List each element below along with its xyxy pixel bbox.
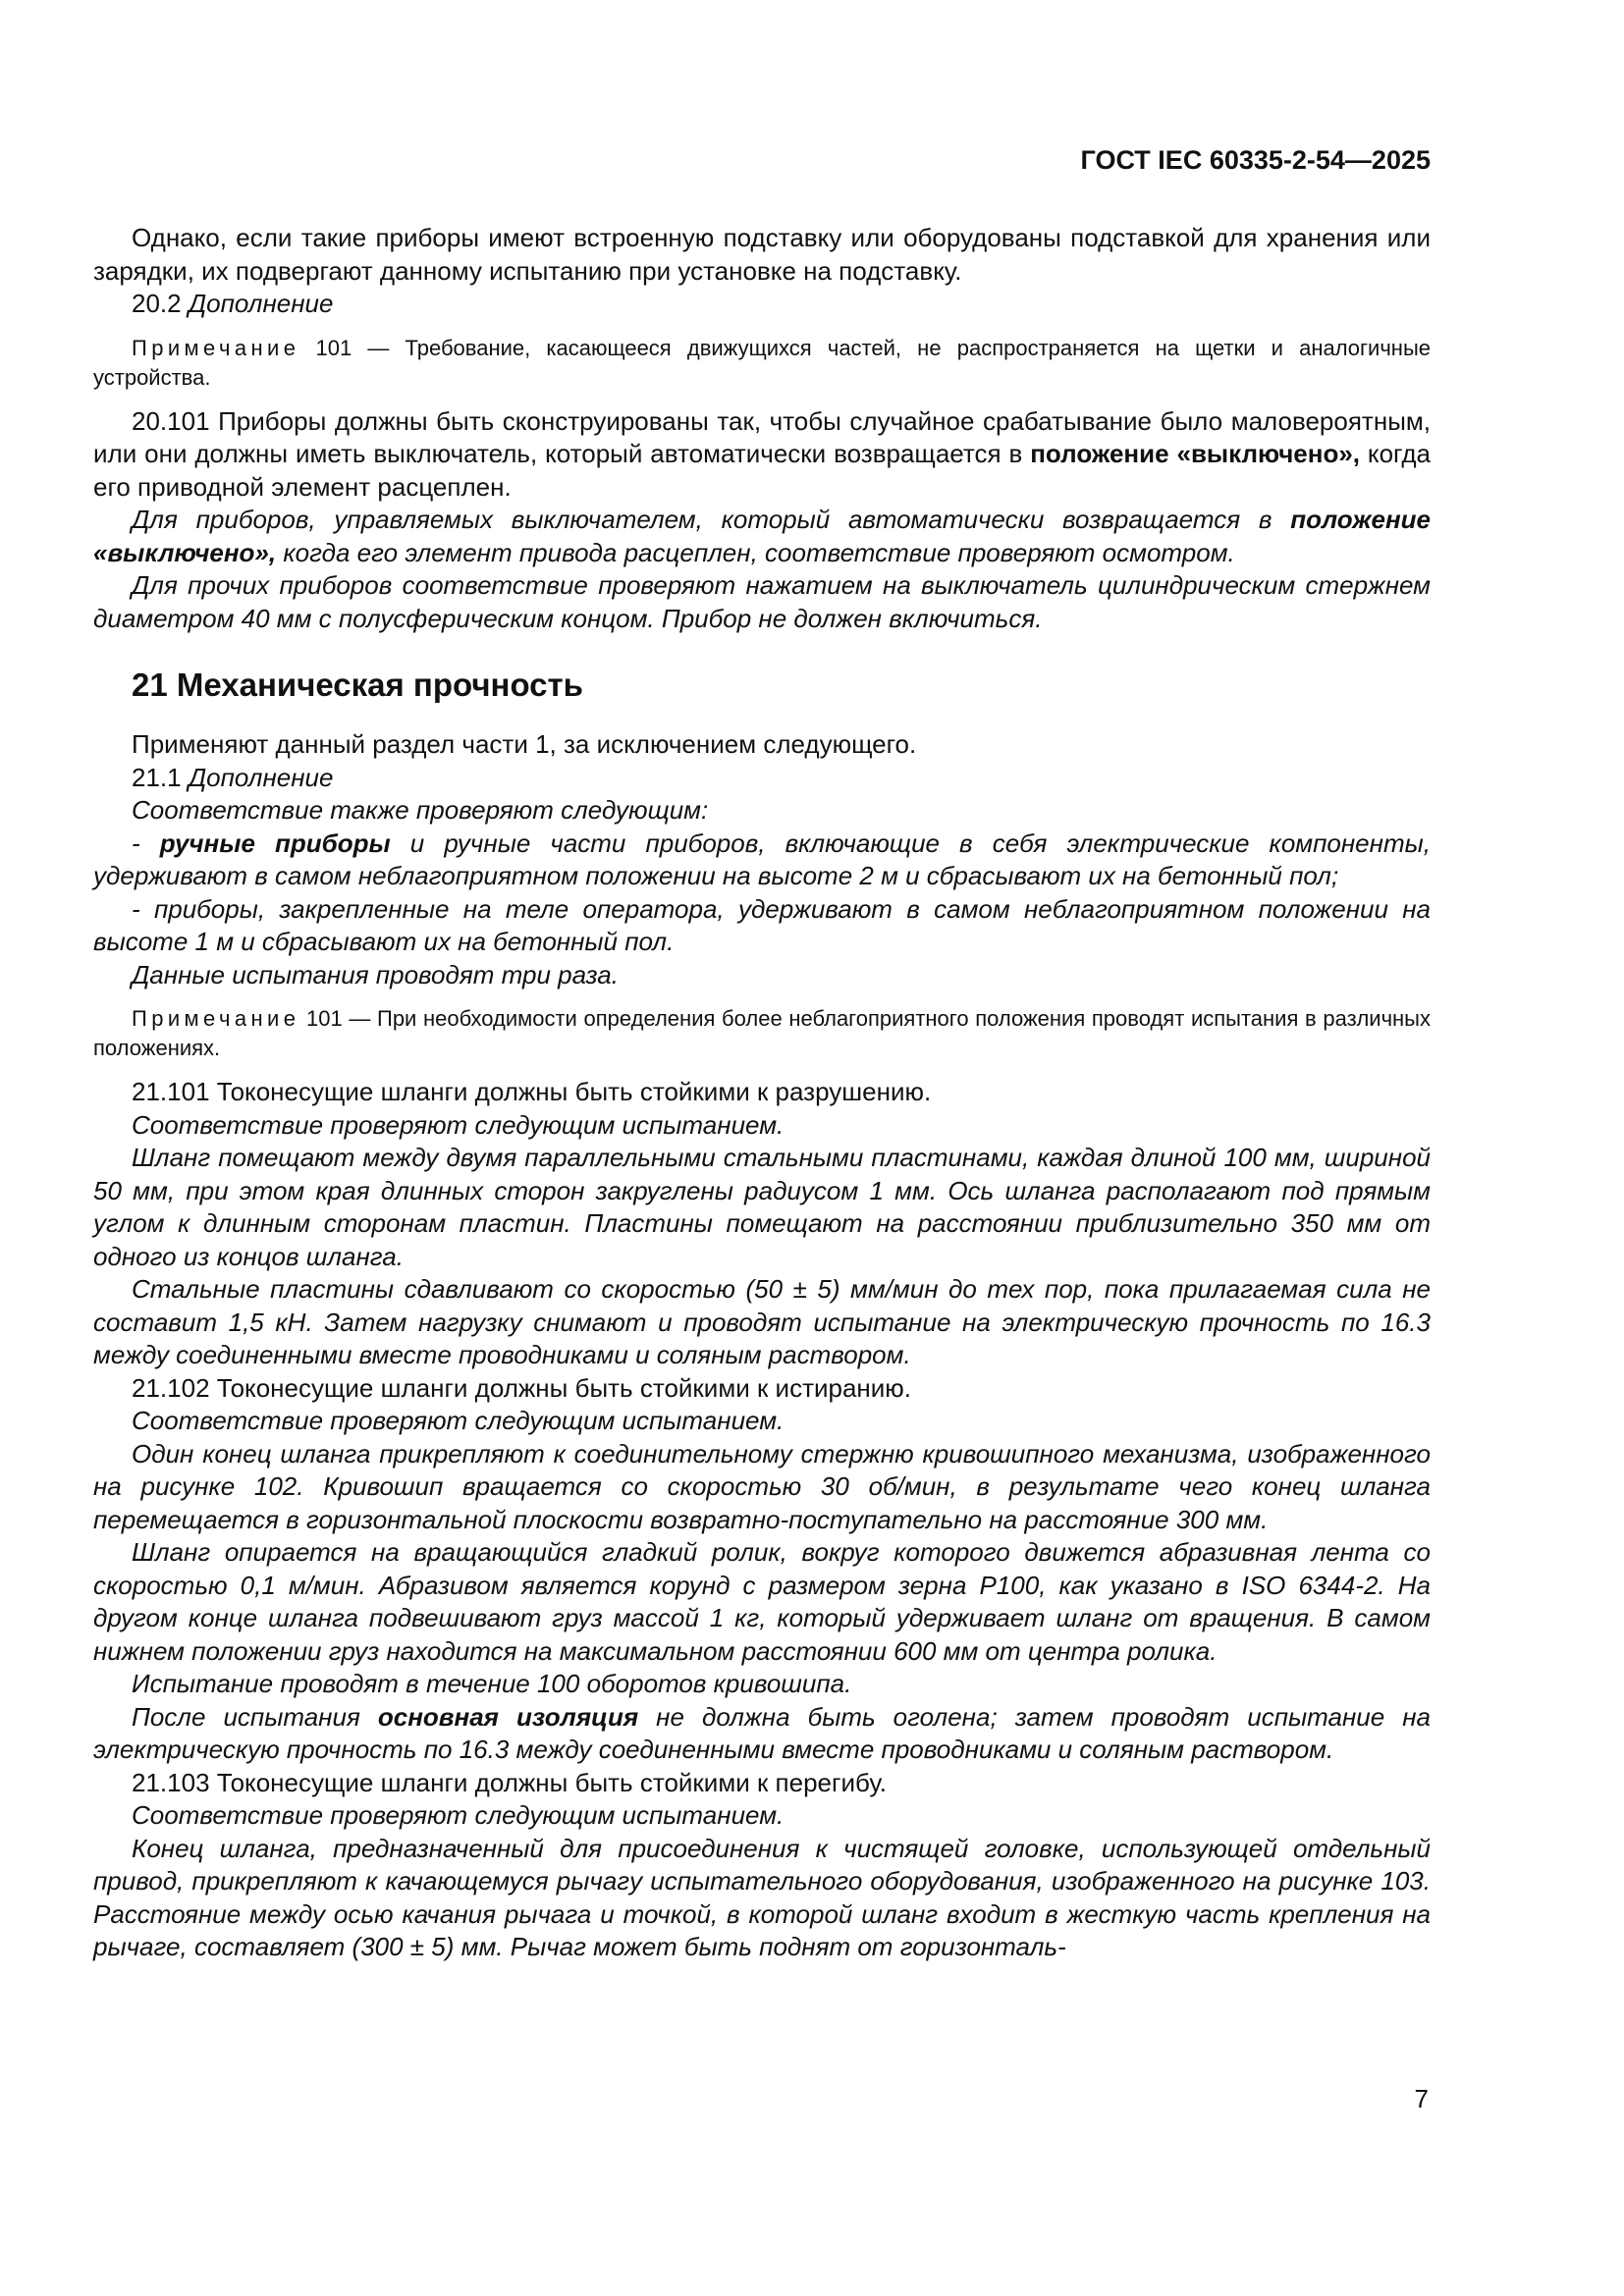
page-header <box>93 145 1431 175</box>
text-run: положение «выключено», <box>93 505 1431 567</box>
paragraph <box>93 1833 1431 1964</box>
paragraph <box>93 504 1431 569</box>
text-run: Конец шланга, предназначенный для присоединения к чистящей головке, использующей отдельный привод, прикрепляют к качающемуся рычагу испытательного оборудования, изображенного на рисунке 103. Расстояние между осью качания рычага и точкой, в которой шланг входит в жесткую часть крепления на рычаге, составляет (300 ± 5) мм. Рычаг может быть поднят от горизонталь- <box>93 1833 1431 1961</box>
paragraph <box>93 828 1431 893</box>
text-run: когда его приводной элемент расцеплен. <box>93 439 1431 502</box>
text-run: 21.1 <box>132 762 189 792</box>
text-run: - <box>132 828 160 858</box>
document-body <box>93 222 1431 1964</box>
text-run: Дополнение <box>188 289 334 318</box>
text-run: 21.103 Токонесущие шланги должны быть стойкими к перегибу. <box>132 1767 887 1797</box>
text-run: не должна быть оголена; затем проводят испытание на электрическую прочность по 16.3 между соединенными вместе проводниками и соляным раствором. <box>93 1701 1431 1764</box>
text-run: Соответствие проверяют следующим испытанием. <box>132 1109 785 1140</box>
text-run: Соответствие проверяют следующим испытанием. <box>132 1406 785 1435</box>
note-paragraph <box>93 334 1431 393</box>
page-number: 7 <box>1414 2084 1429 2113</box>
paragraph <box>93 1273 1431 1372</box>
paragraph <box>93 1668 1431 1701</box>
text-run: Один конец шланга прикрепляют к соединительному стержню кривошипного механизма, изображенного на рисунке 102. Кривошип вращается со скоростью 30 об/мин, в результате чего конец шланга перемещается в горизонтальной плоскости возвратно-поступательно на расстояние 300 мм. <box>93 1438 1431 1534</box>
paragraph <box>93 222 1431 288</box>
paragraph <box>93 1767 1431 1800</box>
paragraph <box>93 1109 1431 1143</box>
text-run: ручные приборы <box>159 828 391 858</box>
text-run: положение «выключено», <box>1030 439 1361 468</box>
note-label: Примечание <box>132 335 300 360</box>
paragraph <box>93 1799 1431 1833</box>
text-run: 21.101 Токонесущие шланги должны быть стойкими к разрушению. <box>132 1077 932 1106</box>
paragraph <box>93 794 1431 828</box>
text-run: 20.2 <box>132 289 189 318</box>
text-run: основная изоляция <box>377 1701 639 1732</box>
paragraph <box>93 405 1431 505</box>
text-run: Применяют данный раздел части 1, за исключением следующего. <box>132 729 917 759</box>
text-run: После испытания <box>132 1701 378 1732</box>
text-run: и ручные части приборов, включающие в себя электрические компоненты, удерживают в самом неблагоприятном положении на высоте 2 м и сбрасывают их на бетонный пол; <box>93 828 1431 890</box>
text-run: Испытание проводят в течение 100 оборотов кривошипа. <box>132 1669 852 1698</box>
text-run: 20.101 Приборы должны быть сконструированы так, чтобы случайное срабатывание было маловероятным, или они должны иметь выключатель, который автоматически возвращается в <box>93 405 1431 468</box>
text-run: Соответствие также проверяют следующим: <box>132 795 709 825</box>
text-run: Стальные пластины сдавливают со скоростью (50 ± 5) мм/мин до тех пор, пока прилагаемая сила не составит 1,5 кН. Затем нагрузку снимают и проводят испытание на электрическую прочность по 16.3 между соединенными вместе проводниками и соляным раствором. <box>93 1274 1431 1369</box>
paragraph <box>93 1438 1431 1537</box>
paragraph <box>93 893 1431 959</box>
text-run: Шланг опирается на вращающийся гладкий ролик, вокруг которого движется абразивная лента со скоростью 0,1 м/мин. Абразивом является корунд с размером зерна P100, как указано в ISO 6344-2. На другом конце шланга подвешивают груз массой 1 кг, который удерживает шланг от вращения. В самом нижнем положении груз находится на максимальном расстоянии 600 мм от центра ролика. <box>93 1537 1431 1666</box>
paragraph <box>93 762 1431 795</box>
text-run: Шланг помещают между двумя параллельными стальными пластинами, каждая длиной 100 мм, шириной 50 мм, при этом края длинных сторон закруглены радиусом 1 мм. Ось шланга располагают под прямым углом к длинным сторонам пластин. Пластины помещают на расстоянии приблизительно 350 мм от одного из концов шланга. <box>93 1143 1431 1271</box>
text-run: Для приборов, управляемых выключателем, который автоматически возвращается в <box>132 505 1291 534</box>
paragraph <box>93 1701 1431 1767</box>
text-run: - приборы, закрепленные на теле оператора, удерживают в самом неблагоприятном положении на высоте 1 м и сбрасывают их на бетонный пол. <box>93 893 1431 956</box>
text-run: 101 — Требование, касающееся движущихся частей, не распространяется на щетки и аналогичные устройства. <box>93 335 1431 390</box>
text-run: Дополнение <box>188 762 334 792</box>
paragraph <box>93 569 1431 635</box>
text-run: когда его элемент привода расцеплен, соответствие проверяют осмотром. <box>276 537 1235 567</box>
text-run: Соответствие проверяют следующим испытанием. <box>132 1800 785 1830</box>
paragraph <box>93 1405 1431 1438</box>
paragraph <box>93 1142 1431 1273</box>
paragraph <box>93 1076 1431 1109</box>
text-run: 101 — При необходимости определения более неблагоприятного положения проводят испытания в различных положениях. <box>93 1006 1431 1060</box>
note-paragraph <box>93 1004 1431 1063</box>
paragraph <box>93 288 1431 321</box>
paragraph <box>93 959 1431 992</box>
text-run: Однако, если такие приборы имеют встроенную подставку или оборудованы подставкой для хранения или зарядки, их подвергают данному испытанию при установке на подставку. <box>93 223 1431 286</box>
note-label: Примечание <box>132 1006 300 1031</box>
text-run: 21 Механическая прочность <box>132 667 583 703</box>
doc-number: ГОСТ IEC 60335-2-54—2025 <box>1080 145 1431 175</box>
paragraph <box>93 728 1431 762</box>
text-run: Данные испытания проводят три раза. <box>132 959 619 989</box>
paragraph <box>93 1536 1431 1668</box>
section-heading <box>93 667 1431 703</box>
text-run: 21.102 Токонесущие шланги должны быть стойкими к истиранию. <box>132 1372 912 1403</box>
text-run: Для прочих приборов соответствие проверяют нажатием на выключатель цилиндрическим стержнем диаметром 40 мм с полусферическим концом. Прибор не должен включиться. <box>93 570 1431 633</box>
paragraph <box>93 1372 1431 1406</box>
